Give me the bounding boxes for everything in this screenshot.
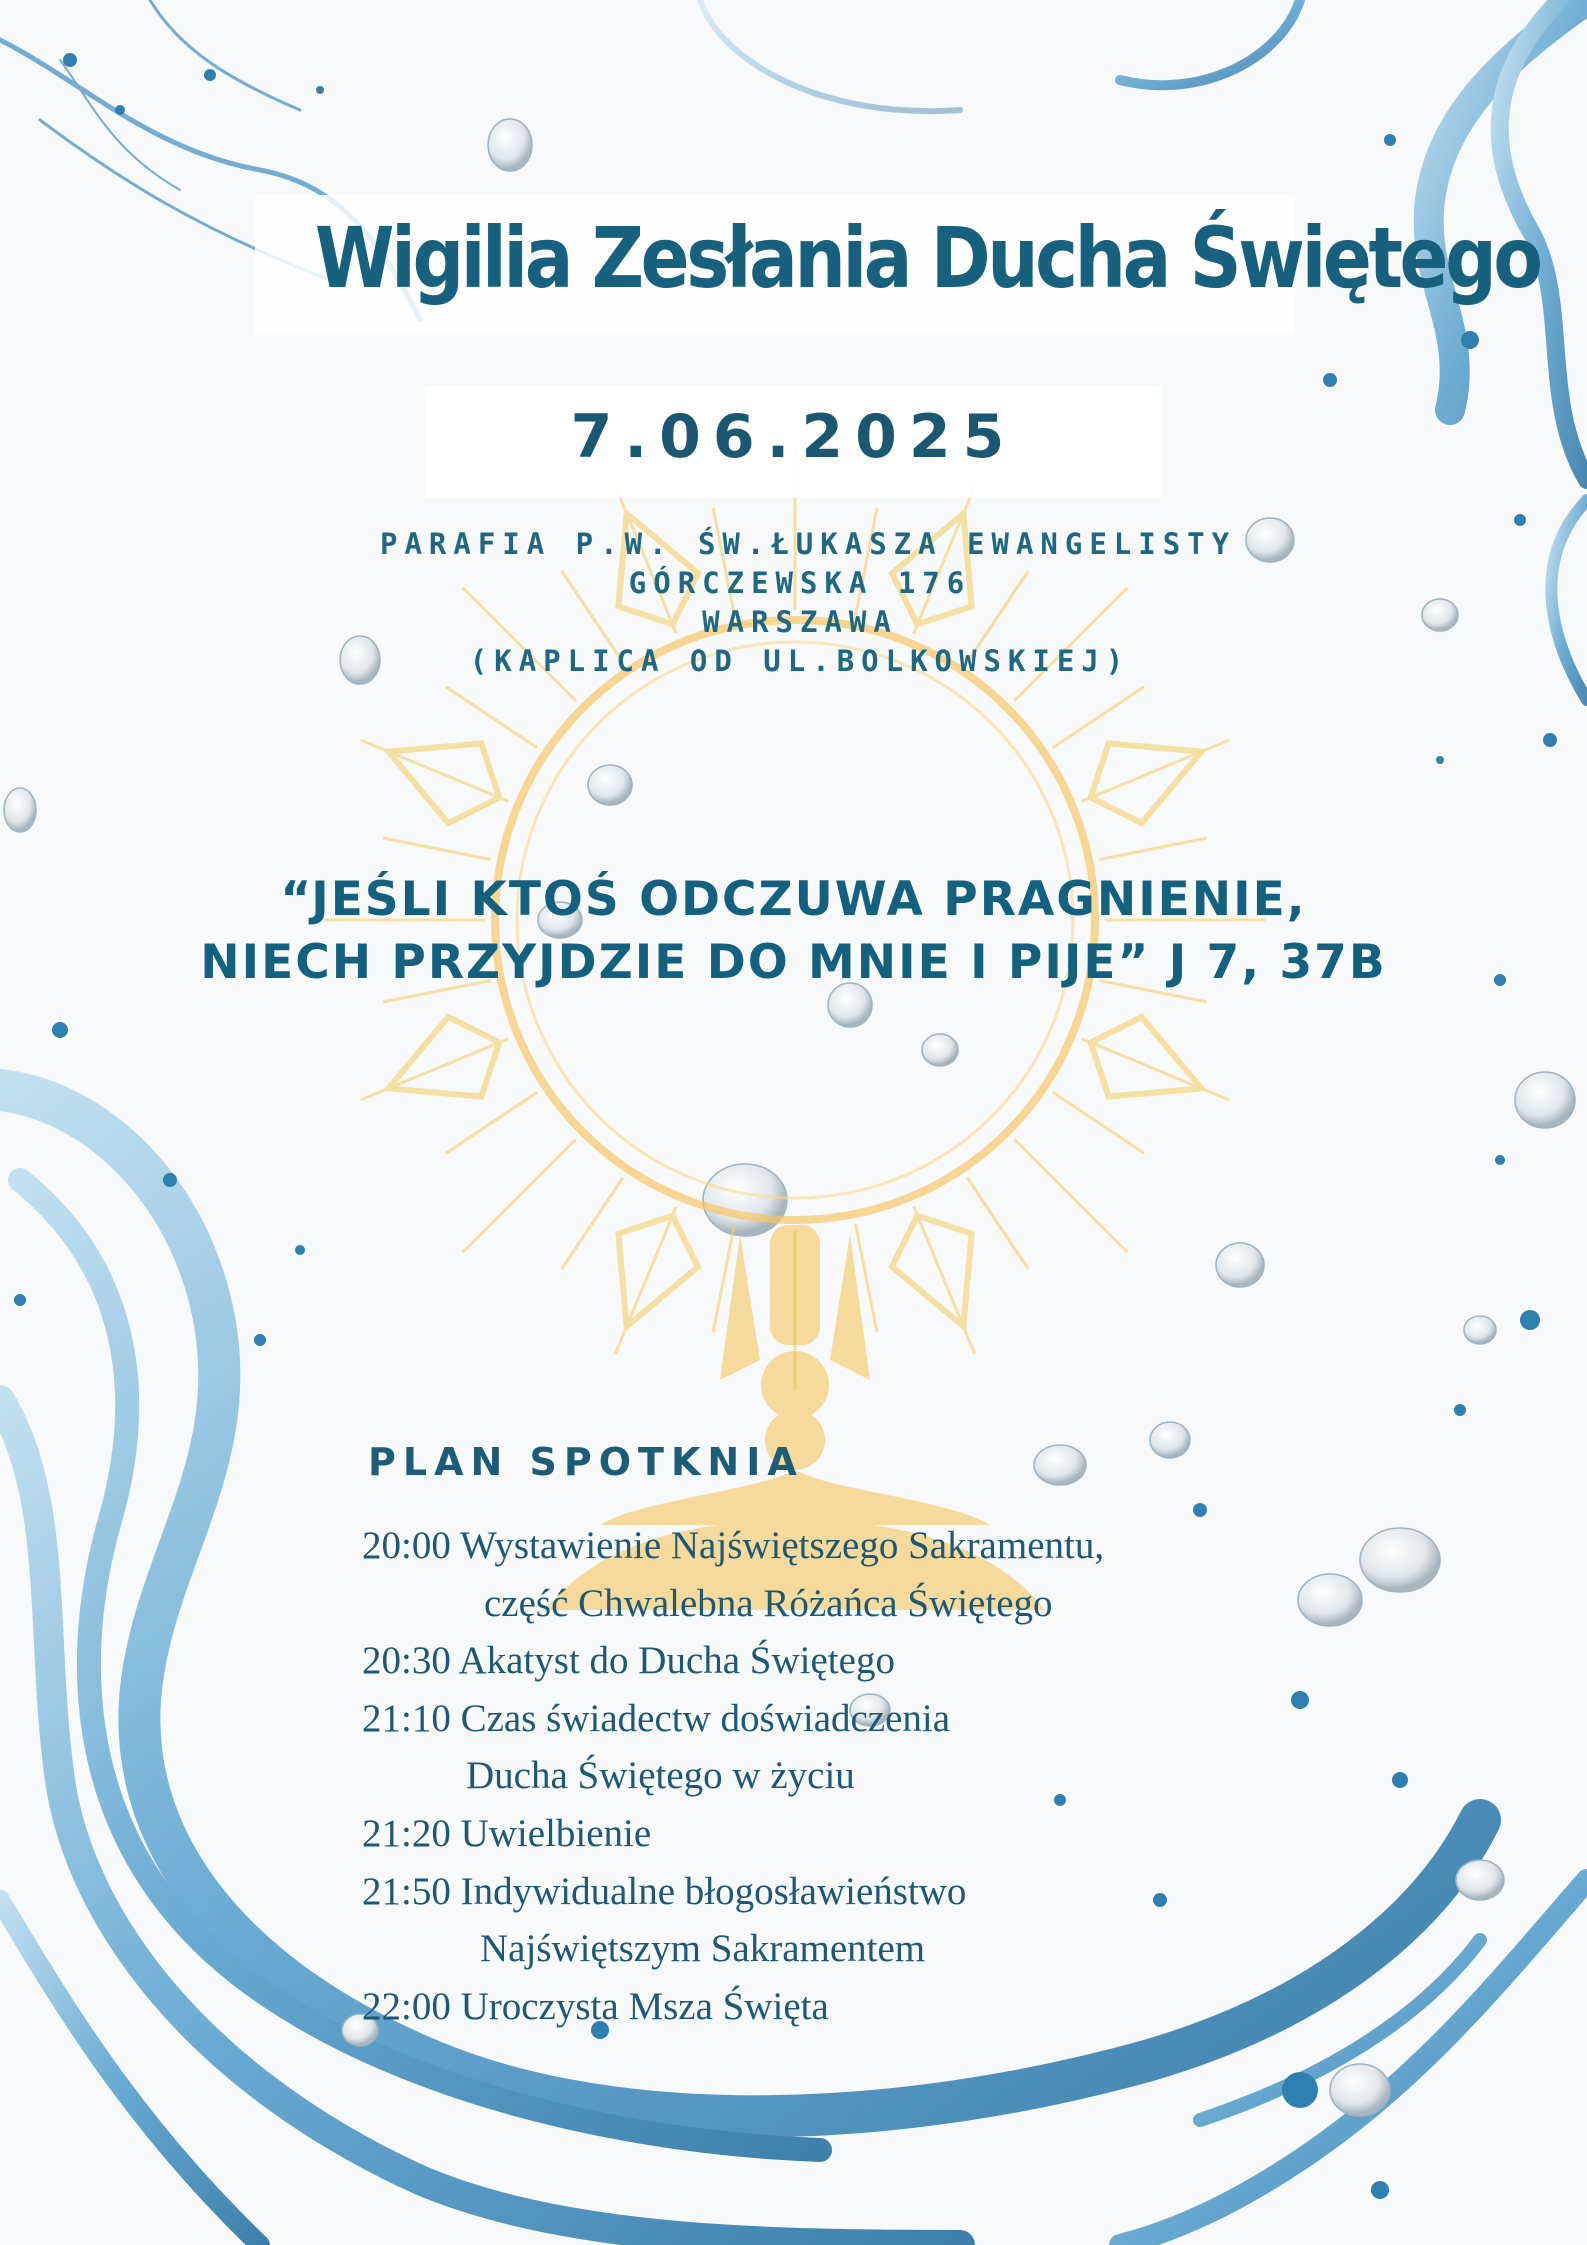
monstrance-ray (1014, 1139, 1127, 1252)
monstrance-ray (1053, 687, 1144, 748)
schedule-heading: PLAN SPOTKNIA (368, 1440, 804, 1484)
schedule-time: 20:00 (362, 1524, 451, 1567)
schedule-item (362, 1863, 1262, 1978)
schedule-time: 21:10 (362, 1696, 451, 1740)
schedule-description: Indywidualne błogosławieństwo (460, 1869, 967, 1913)
schedule-time: 21:20 (362, 1811, 451, 1855)
scripture-quote (200, 868, 1387, 994)
schedule-time: 20:30 (362, 1639, 451, 1683)
schedule-item (362, 1690, 1262, 1805)
schedule-time: 21:50 (362, 1869, 451, 1913)
schedule-description: Czas świadectw doświadczenia (460, 1696, 951, 1740)
address-line: PARAFIA P.W. ŚW.ŁUKASZA EWANGELISTY (380, 527, 1237, 561)
monstrance-flare (388, 1017, 499, 1097)
quote-line: NIECH PRZYJDZIE DO MNIE I PIJE” J 7, 37B (200, 935, 1387, 990)
schedule-description: Uwielbienie (460, 1811, 652, 1855)
monstrance-ray (1053, 1092, 1144, 1153)
schedule-list (362, 1517, 1262, 2035)
schedule-item (362, 1805, 1262, 1863)
address-line: WARSZAWA (702, 605, 898, 639)
monstrance-ray (967, 1178, 1028, 1269)
monstrance-flare (618, 1216, 698, 1327)
schedule-description-continued: Najświętszym Sakramentem (480, 1927, 926, 1971)
monstrance-ray (383, 838, 491, 859)
monstrance-ray (1099, 838, 1207, 859)
schedule-time: 22:00 (362, 1984, 451, 2028)
schedule-item (362, 1517, 1262, 1632)
monstrance-ray (446, 687, 537, 748)
monstrance-ray (562, 1178, 623, 1269)
schedule-item (362, 1632, 1262, 1690)
event-date: 7.06.2025 (570, 402, 1017, 472)
page-title: Wigilia Zesłania Ducha Świętego (314, 209, 1540, 307)
quote-line: “JEŚLI KTOŚ ODCZUWA PRAGNIENIE, (280, 872, 1307, 927)
monstrance-ray (446, 1092, 537, 1153)
monstrance-flare (388, 743, 499, 823)
schedule-description: Wystawienie Najświętszego Sakramentu, (459, 1524, 1105, 1567)
monstrance-flare (1091, 1017, 1202, 1097)
monstrance-flare (892, 1216, 972, 1327)
address-line: (KAPLICA OD UL.BOLKOWSKIEJ) (469, 644, 1131, 678)
schedule-description-continued: Ducha Świętego w życiu (466, 1754, 855, 1798)
address-block (380, 525, 1237, 681)
monstrance-flare (1091, 743, 1202, 823)
schedule-description-continued: część Chwalebna Różańca Świętego (484, 1581, 1053, 1625)
monstrance-ray (463, 1139, 576, 1252)
schedule-description: Uroczysta Msza Święta (460, 1984, 829, 2028)
schedule-description: Akatyst do Ducha Świętego (458, 1639, 895, 1683)
address-line: GÓRCZEWSKA 176 (628, 566, 972, 600)
schedule-item (362, 1978, 1262, 2036)
